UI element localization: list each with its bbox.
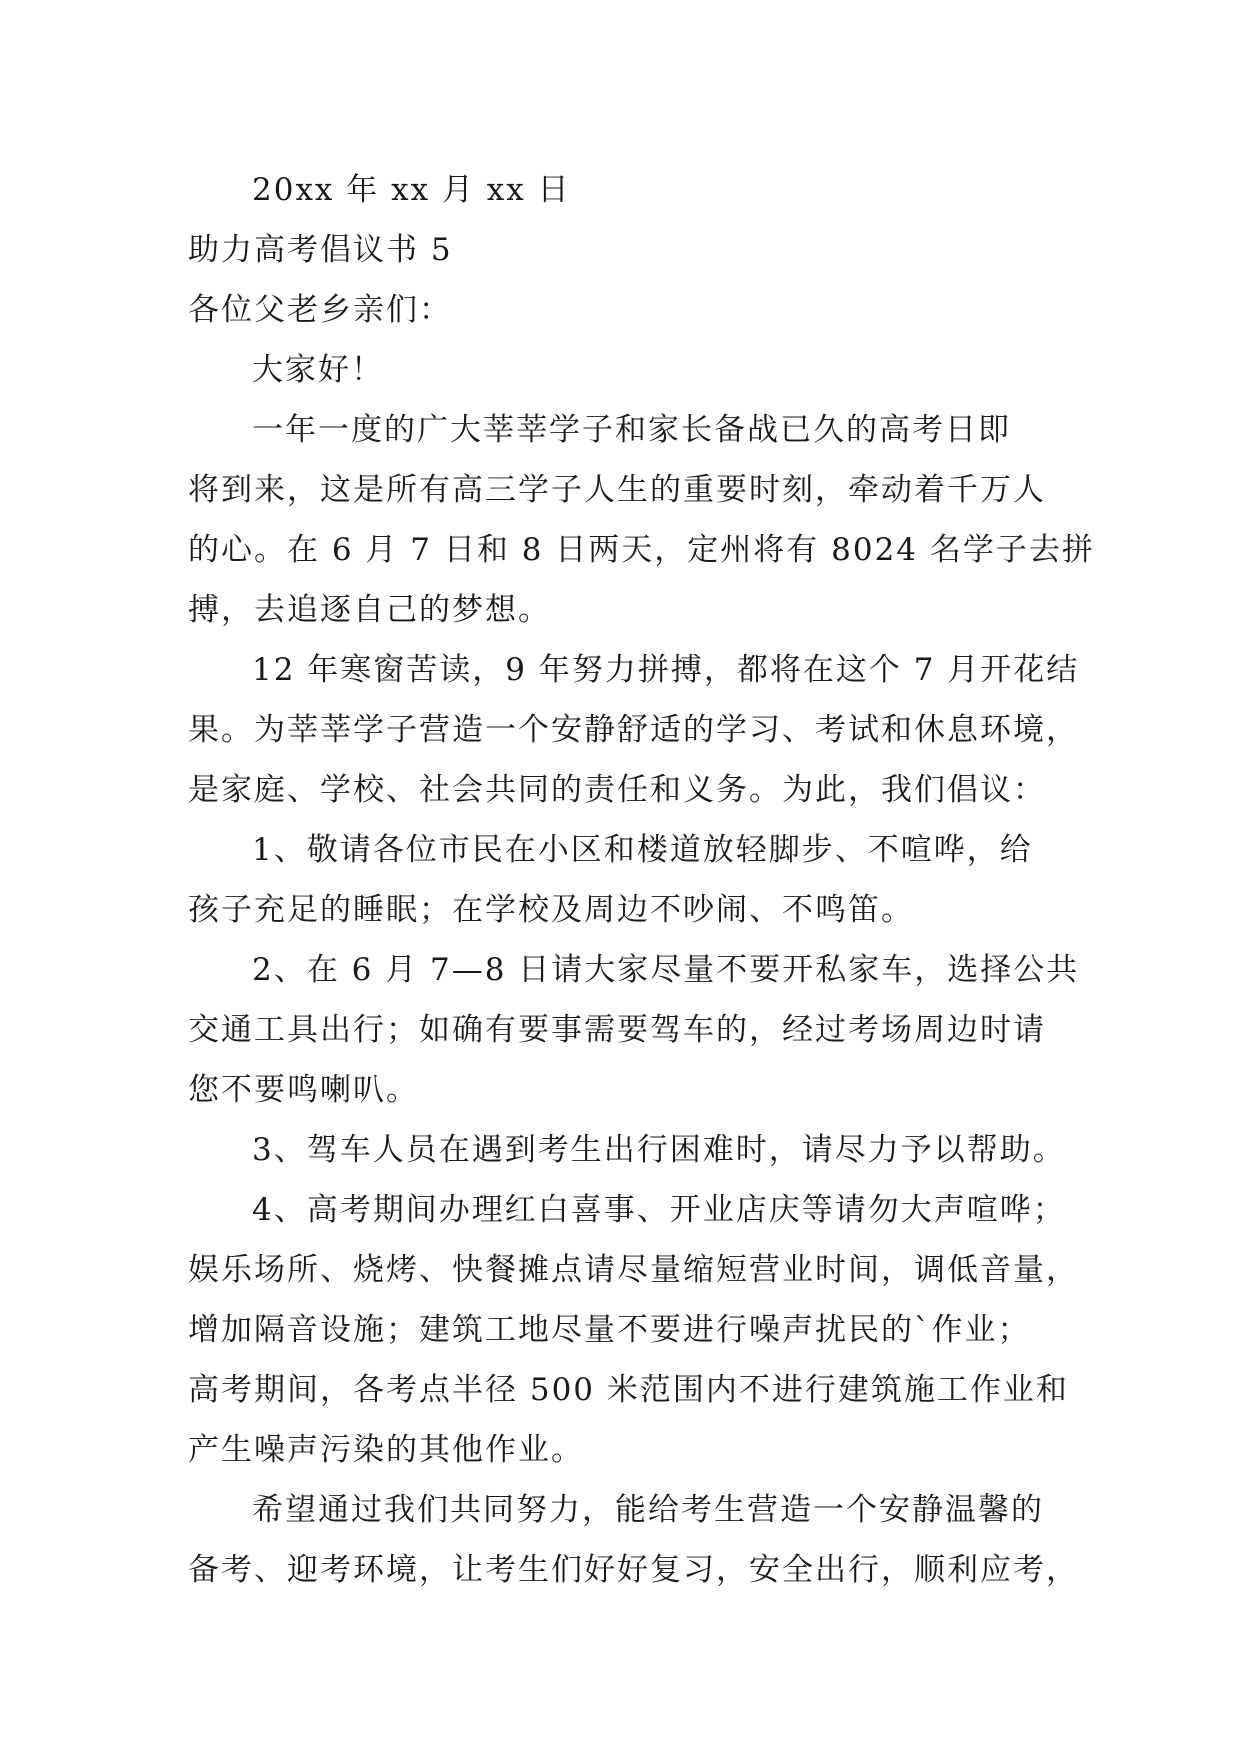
document-body [188,160,1095,1600]
paragraph-line: 增加隔音设施；建筑工地尽量不要进行噪声扰民的`作业； [188,1312,1031,1348]
paragraph-line: 4、高考期间办理红白喜事、开业店庆等请勿大声喧哗； [252,1192,1066,1228]
paragraph-line: 备考、迎考环境，让考生们好好复习，安全出行，顺利应考， [188,1552,1079,1588]
proposal-item-2 [188,940,1080,1120]
paragraph-line: 希望通过我们共同努力，能给考生营造一个安静温馨的 [252,1492,1044,1528]
proposal-item-1 [188,820,1058,940]
greeting: 大家好！ [252,352,384,388]
paragraph-line: 娱乐场所、烧烤、快餐摊点请尽量缩短营业时间，调低音量， [188,1252,1079,1288]
paragraph-line: 您不要鸣喇叭。 [188,1072,419,1108]
paragraph-line: 交通工具出行；如确有要事需要驾车的，经过考场周边时请 [188,1012,1046,1048]
paragraph-line: 的心。在 6 月 7 日和 8 日两天，定州将有 8024 名学子去拼 [188,532,1095,568]
paragraph-line: 2、在 6 月 7—8 日请大家尽量不要开私家车，选择公共 [252,952,1080,988]
paragraph-intro [188,400,1095,640]
paragraph-line: 果。为莘莘学子营造一个安静舒适的学习、考试和休息环境， [188,712,1079,748]
paragraph-context [188,640,1080,820]
proposal-item-3 [188,1120,1066,1180]
paragraph-line: 一年一度的广大莘莘学子和家长备战已久的高考日即 [252,412,1011,448]
proposal-item-4 [188,1180,1079,1480]
paragraph-line: 是家庭、学校、社会共同的责任和义务。为此，我们倡议： [188,772,1046,808]
paragraph-line: 将到来，这是所有高三学子人生的重要时刻，牵动着千万人 [188,472,1046,508]
paragraph-line: 1、敬请各位市民在小区和楼道放轻脚步、不喧哗，给 [252,832,1033,868]
salutation: 各位父老乡亲们： [188,292,452,328]
paragraph-line: 3、驾车人员在遇到考生出行困难时，请尽力予以帮助。 [252,1132,1066,1168]
paragraph-line: 产生噪声污染的其他作业。 [188,1432,584,1468]
paragraph-closing [188,1480,1079,1600]
paragraph-line: 搏，去追逐自己的梦想。 [188,592,551,628]
paragraph-line: 高考期间，各考点半径 500 米范围内不进行建筑施工作业和 [188,1372,1069,1408]
document-title: 助力高考倡议书 5 [188,232,453,268]
date-line: 20xx 年 xx 月 xx 日 [252,172,571,208]
paragraph-line: 孩子充足的睡眠；在学校及周边不吵闹、不鸣笛。 [188,892,914,928]
paragraph-line: 12 年寒窗苦读，9 年努力拼搏，都将在这个 7 月开花结 [252,652,1080,688]
